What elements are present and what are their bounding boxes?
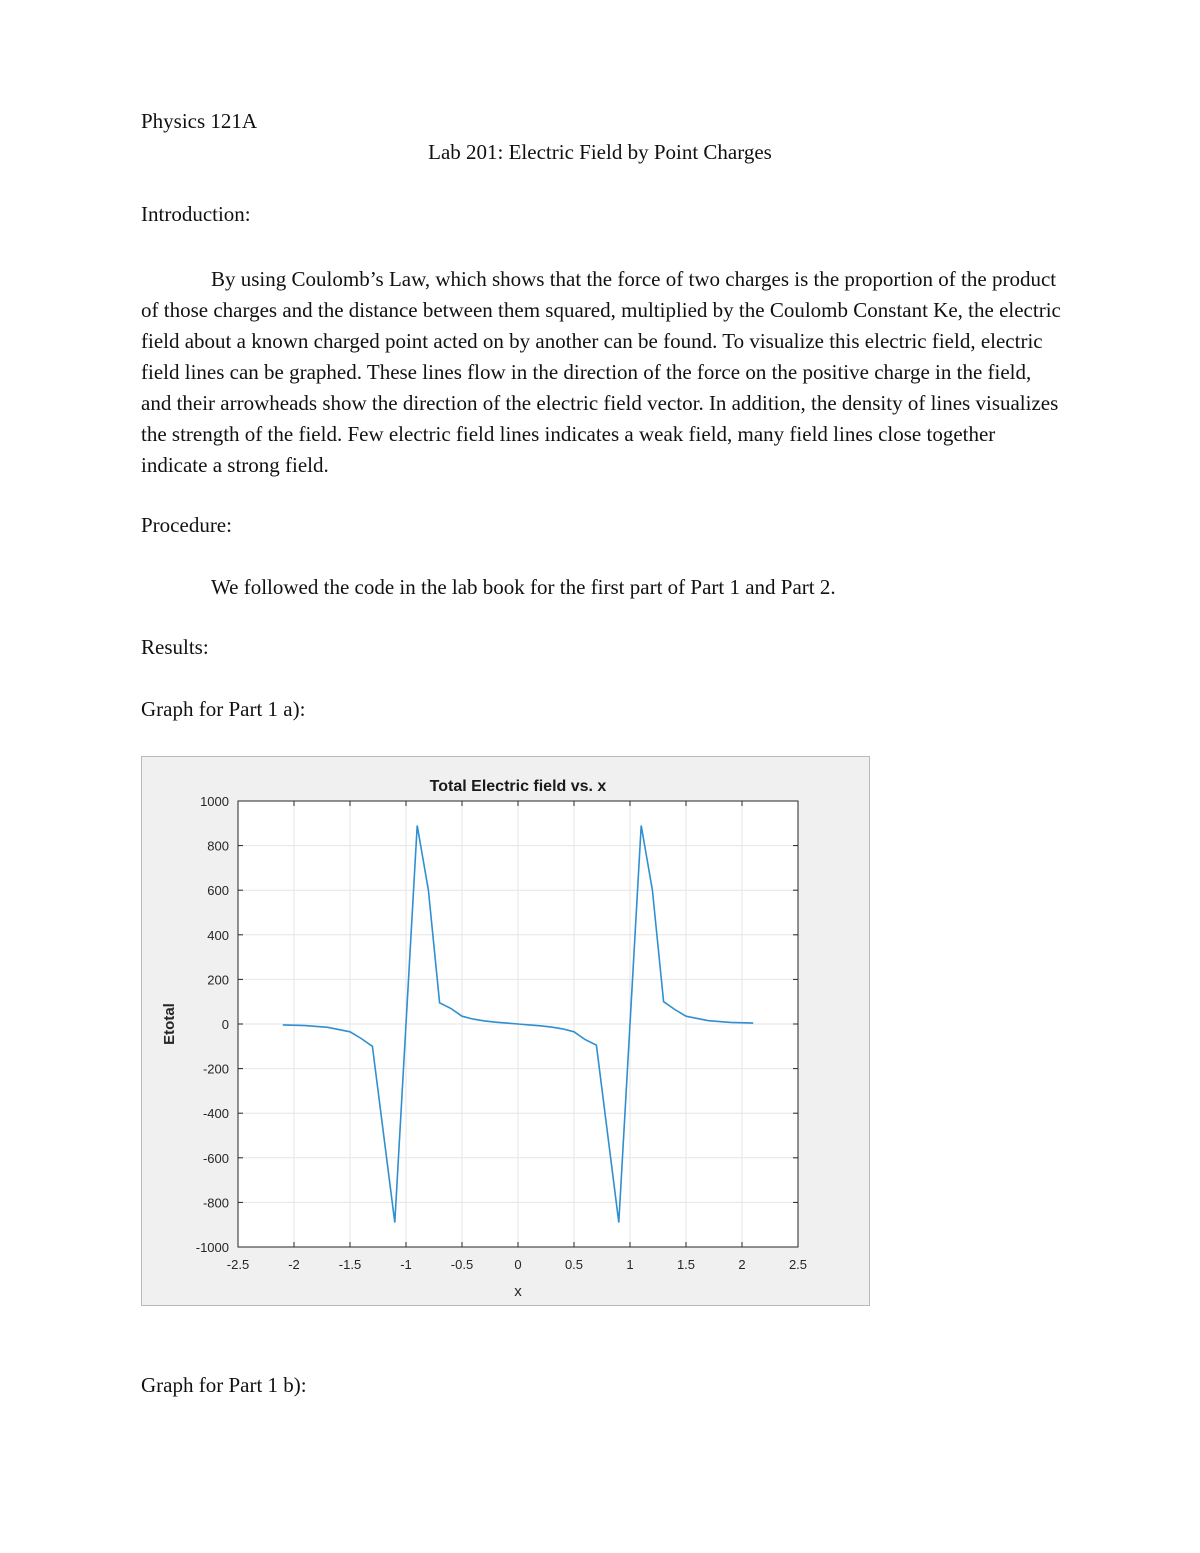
course-name: Physics 121A — [141, 109, 258, 133]
y-tick-label: -800 — [202, 1195, 229, 1211]
procedure-heading: Procedure: — [141, 513, 232, 537]
y-tick-label: -600 — [202, 1150, 229, 1166]
x-tick-label: 2.5 — [788, 1257, 808, 1272]
x-tick-label: -0.5 — [450, 1257, 474, 1272]
x-tick-labels — [227, 1257, 807, 1272]
x-tick-label: 0 — [514, 1257, 522, 1272]
y-tick-label: 200 — [207, 972, 229, 988]
x-tick-label: -2.5 — [226, 1257, 250, 1272]
electric-field-chart — [142, 757, 871, 1307]
graph-1a-caption: Graph for Part 1 a): — [141, 697, 306, 721]
y-tick-label: -400 — [202, 1106, 229, 1122]
chart-title: Total Electric field vs. x — [429, 778, 607, 795]
x-tick-label: -2 — [288, 1257, 300, 1272]
lab-title: Lab 201: Electric Field by Point Charges — [428, 140, 772, 164]
y-axis-label: Etotal — [161, 1003, 178, 1045]
y-tick-label: 600 — [207, 883, 229, 899]
y-tick-label: -200 — [202, 1061, 229, 1077]
x-tick-label: 2 — [738, 1257, 746, 1272]
x-axis-label: x — [514, 1283, 522, 1300]
graph-1b-caption: Graph for Part 1 b): — [141, 1373, 307, 1397]
x-tick-label: -1 — [400, 1257, 412, 1272]
introduction-heading: Introduction: — [141, 202, 251, 226]
x-tick-label: 1 — [626, 1257, 634, 1272]
y-tick-label: 800 — [207, 838, 229, 854]
x-tick-label: -1.5 — [338, 1257, 362, 1272]
matlab-figure — [141, 756, 870, 1306]
y-tick-labels — [196, 794, 229, 1255]
y-tick-label: -1000 — [195, 1240, 229, 1255]
x-tick-label: 0.5 — [564, 1257, 584, 1272]
y-tick-label: 0 — [221, 1017, 229, 1032]
y-tick-label: 1000 — [200, 794, 229, 809]
y-tick-label: 400 — [207, 927, 229, 943]
results-heading: Results: — [141, 635, 209, 659]
introduction-paragraph: By using Coulomb’s Law, which shows that the force of two charges is the proportion of the product of those charges and the distance between them squared, multiplied by the Coulomb Constant Ke, the electric field about a known charged point acted on by another can be found. To visualize this electric field, electric field lines can be graphed. These lines flow in the direction of the force on the positive charge in the field, and their arrowheads show the direction of the electric field vector. In addition, the density of lines visualizes the strength of the field. Few electric field lines indicates a weak field, many field lines close together indicate a strong field. — [141, 267, 1061, 477]
procedure-paragraph: We followed the code in the lab book for the first part of Part 1 and Part 2. — [211, 575, 836, 599]
x-tick-label: 1.5 — [676, 1257, 696, 1272]
